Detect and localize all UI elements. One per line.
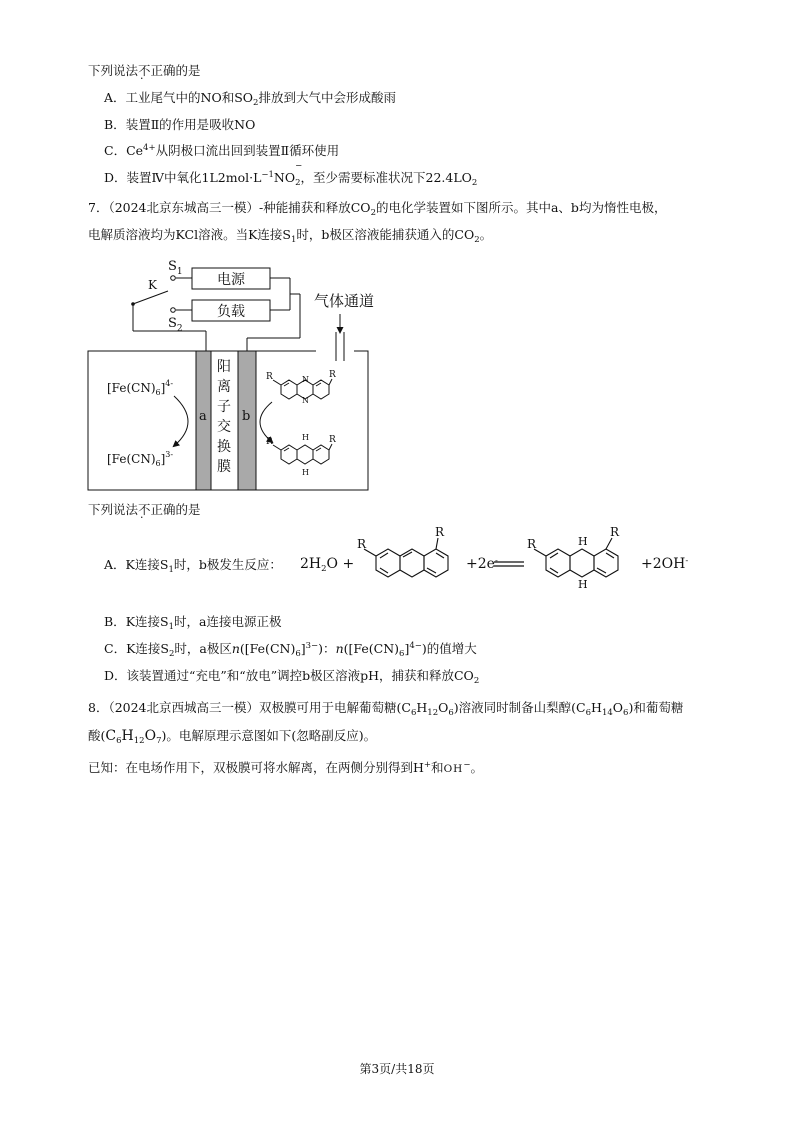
q6-stem: 下列说法不正确的是	[88, 63, 201, 78]
arrow-reduction-b	[260, 402, 272, 442]
gas-inlet-pipe	[336, 314, 344, 361]
emphasis-dot: 不	[138, 63, 151, 78]
reaction-dihydrophenazine	[526, 526, 638, 592]
switch-contact-s1	[171, 276, 176, 281]
q6-option-a: A．工业尾气中的NO和$SO_2$排放到大气中会形成酸雨	[104, 90, 396, 108]
label-cation-exchange-membrane	[217, 359, 231, 475]
label-s2: $S_2$	[168, 316, 183, 334]
svg-text:离: 离	[217, 379, 231, 395]
svg-text:R: R	[527, 537, 537, 551]
switch-contact-s2	[171, 308, 176, 313]
dihydrophenazine-r-right: R	[329, 435, 336, 445]
emphasis-dot: 不	[138, 502, 151, 517]
svg-text:交: 交	[217, 419, 231, 435]
phenazine-r-left: R	[266, 372, 273, 382]
equals-arrow	[494, 560, 526, 568]
svg-text:H: H	[578, 578, 588, 591]
q7-options-stem: 下列说法不正确的是	[88, 502, 201, 517]
label-k: K	[148, 278, 157, 292]
q6-option-b: B．装置Ⅱ的作用是吸收NO	[104, 117, 256, 132]
label-s1: $S_1$	[168, 259, 183, 277]
label-electrode-b: b	[242, 409, 251, 424]
q7-stem-line2: 电解质溶液均为KCl溶液。当K连接$S_1$时，b极区溶液能捕获通入的$CO_2$。	[88, 227, 493, 245]
q7-option-d: D．该装置通过“充电”和“放电”调控b极区溶液pH，捕获和释放$CO_2$	[104, 668, 480, 686]
q7-stem-line1: 7．（2024北京东城高三一模）-种能捕获和释放$CO_2$的电化学装置如下图所示。其中a、b均为惰性电极，	[88, 200, 667, 218]
svg-text:换: 换	[217, 439, 231, 455]
svg-text:膜: 膜	[217, 459, 231, 475]
dihydrophenazine-h-bottom: H	[302, 468, 309, 477]
label-load: 负载	[217, 304, 245, 320]
q6-option-d: D．装置Ⅳ中氧化$1L2mol\cdot L^{-1}NO$ − $_2$，至少需要标准状况下$22.4LO_2$	[104, 161, 478, 188]
q7-option-a-electrons: +2e-	[466, 556, 498, 572]
dihydrophenazine-r-left: R	[266, 437, 273, 447]
svg-text:子: 子	[217, 399, 231, 415]
label-electrode-a: a	[199, 409, 207, 424]
q7-option-c: C．K连接$S_2$时，a极区$n([Fe(CN)_6]^{3-})$：$n([Fe(CN)_6]^{4-})$的值增大	[104, 641, 477, 659]
phenazine-n-top: N	[302, 375, 309, 384]
dihydrophenazine-h-top: H	[302, 433, 309, 442]
q6-option-c: C．$Ce^{4+}$从阴极口流出回到装置Ⅱ循环使用	[104, 143, 340, 158]
arrow-oxidation-a	[174, 396, 188, 446]
phenazine-n-bottom: N	[302, 396, 309, 405]
q8-stem-line1: 8．（2024北京西城高三一模）双极膜可用于电解葡萄糖$(C_6H_{12}O_6)$溶液同时制备山梨醇$(C_6H_{14}O_6)$和葡萄糖	[88, 700, 684, 718]
page-footer: 第3页/共18页	[359, 1062, 435, 1076]
q7-option-a-lhs: $2H_2O$ +	[300, 556, 355, 574]
svg-text:R: R	[435, 526, 445, 539]
label-ferrocyanide: $[Fe(CN)_6]^{4-}$	[107, 379, 174, 397]
q8-known-condition: 已知：在电场作用下，双极膜可将水解离，在两侧分别得到H+和OH−。	[88, 760, 483, 775]
label-ferricyanide: $[Fe(CN)_6]^{3-}$	[107, 450, 174, 468]
svg-text:H: H	[578, 535, 588, 548]
dihydrophenazine-molecule	[273, 444, 332, 464]
svg-text:阳: 阳	[217, 359, 231, 375]
phenazine-r-right: R	[329, 370, 336, 380]
svg-text:R: R	[610, 526, 620, 539]
label-power-source: 电源	[217, 272, 245, 288]
switch-pivot-k	[131, 302, 135, 306]
reaction-phenazine	[356, 526, 460, 588]
q7-option-a-rhs: +2OH-	[641, 556, 689, 572]
q8-stem-line2: 酸$(C_6H_{12}O_7)$。电解原理示意图如下(忽略副反应)。	[88, 728, 377, 746]
electrochem-device-diagram	[86, 256, 376, 492]
label-gas-channel: 气体通道	[314, 292, 375, 310]
q7-option-a-text: A．K连接$S_1$时，b极发生反应：	[104, 557, 282, 575]
q7-option-b: B．K连接$S_1$时，a连接电源正极	[104, 614, 282, 632]
svg-text:R: R	[357, 537, 367, 551]
